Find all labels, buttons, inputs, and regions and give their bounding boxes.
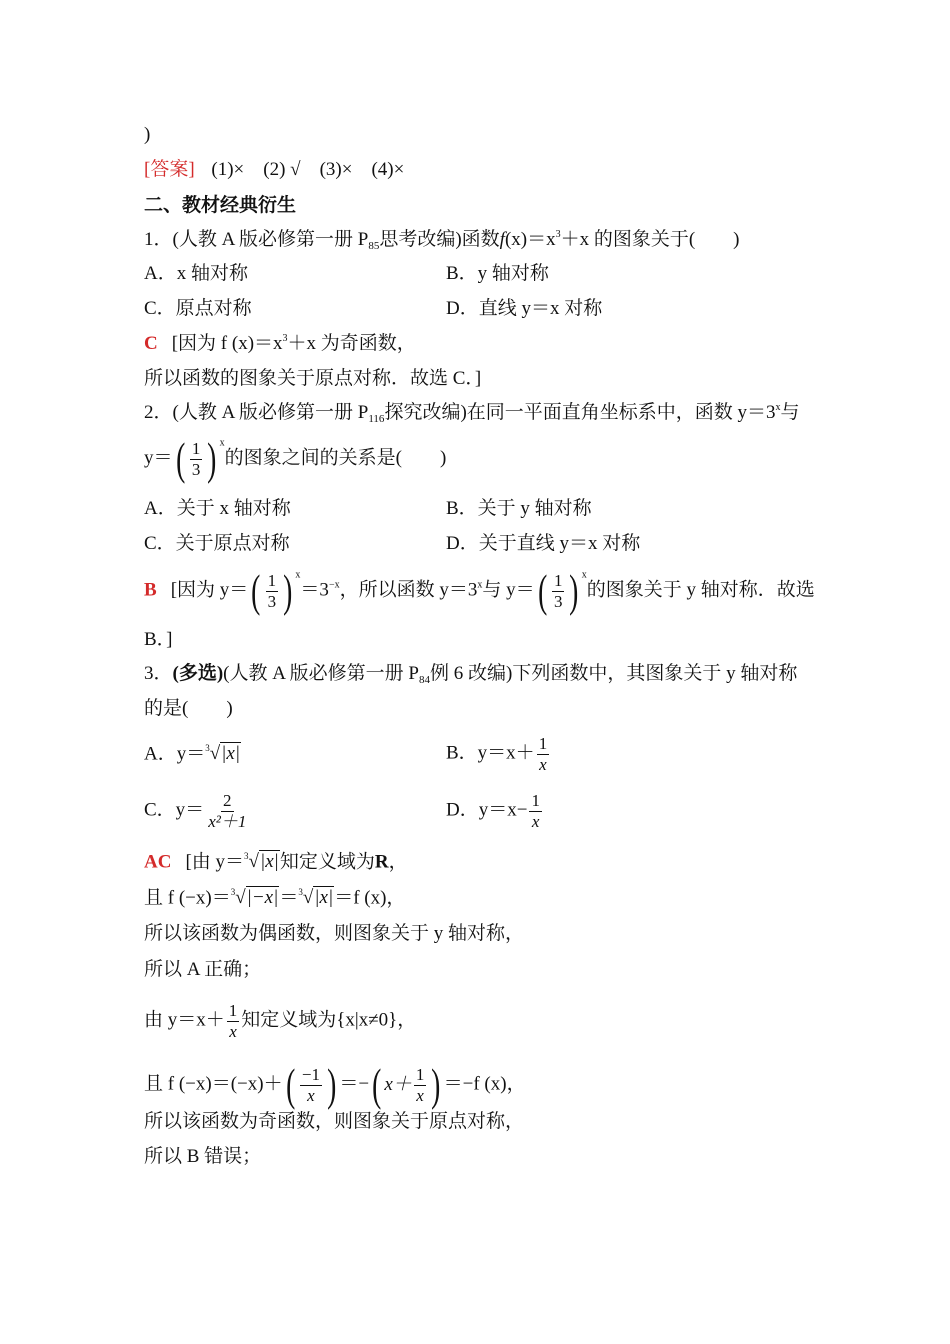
q1-option-d: D．直线 y＝x 对称 <box>446 298 603 319</box>
q3-solution-6: 且 f (−x)＝(−x)＋ ( $\frac{-1}{x}$ ) ＝− ( x＋ $\frac{1}{x}$ ) ＝−f (x)， <box>144 1059 526 1110</box>
answer-line <box>144 158 404 182</box>
q1-stem: 1．(人教 A 版必修第一册 $P_{85}$思考改编)函数$f(x)=x^3+x$ 的图象关于( ) <box>144 229 740 252</box>
leading-paren: ) <box>144 124 151 145</box>
answer-tag: [答案] <box>144 159 195 180</box>
q1-option-c: C．原点对称 <box>144 298 252 319</box>
q1-solution: C [因为 f $(x)=x^3+x$ 为奇函数， <box>144 333 416 354</box>
q3-solution-2: 且 f (−x)＝$^3$√|−x|＝$^3$√|x|＝f (x)， <box>144 887 406 909</box>
q1-option-a: A．x 轴对称 <box>144 263 248 284</box>
q3-option-b: B．y＝x＋ $\frac{1}{x}$ <box>446 734 548 774</box>
q3-answer: AC <box>144 851 172 873</box>
q1-option-b: B．y 轴对称 <box>446 263 549 284</box>
q3-solution-3: 所以该函数为偶函数，则图象关于 y 轴对称， <box>144 923 525 944</box>
q2-option-d: D．关于直线 y＝x 对称 <box>446 533 641 554</box>
q3-option-c: C．y＝ $\frac{2}{\text{x²＋1}}$ <box>144 791 247 831</box>
section-title: 二、教材经典衍生 <box>144 195 297 216</box>
q2-solution: B [因为 y＝ ( $\frac{1}{3}$ ) $^x=3^{-x}$，所以函数 $y=3^x$与 y＝ ( $\frac{1}{3}$ ) $^x$的图象关于 y 轴对称．故选 <box>144 565 815 616</box>
q3-stem-2: 的是( ) <box>144 698 233 719</box>
q1-answer: C <box>144 333 158 354</box>
q3-solution-5: 由 y＝x＋ $\frac{1}{x}$ 知定义域为{x|x≠0}， <box>144 1001 417 1041</box>
q2-stem: 2．(人教 A 版必修第一册 $P_{116}$探究改编)在同一平面直角坐标系中，函数 $y=3^x$与 <box>144 402 800 425</box>
q2-answer: B <box>144 579 157 601</box>
q3-solution-1: AC [由 y＝$^3$√|x|知定义域为R， <box>144 851 408 873</box>
q2-option-b: B．关于 y 轴对称 <box>446 498 592 519</box>
q2-stem-2: y＝ ( $\frac{1}{3}$ ) $^x$的图象之间的关系是( ) <box>144 433 447 484</box>
q1-solution-2: 所以函数的图象关于原点对称．故选 C．] <box>144 368 482 389</box>
q3-option-a: A．y＝$^3$√|x| <box>144 743 241 765</box>
q3-stem: 3．(多选)(人教 A 版必修第一册 $P_{84}$例 6 改编)下列函数中，其图象关于 y 轴对称 <box>144 663 798 686</box>
q3-solution-7: 所以该函数为奇函数，则图象关于原点对称， <box>144 1111 525 1132</box>
q3-solution-4: 所以 A 正确； <box>144 959 262 980</box>
q3-option-d: D．y＝x− $\frac{1}{x}$ <box>446 791 540 831</box>
answer-text: (1)× (2) √ (3)× (4)× <box>211 159 405 180</box>
q3-solution-8: 所以 B 错误； <box>144 1146 262 1167</box>
q2-solution-2: B．] <box>144 629 173 650</box>
q2-option-a: A．关于 x 轴对称 <box>144 498 291 519</box>
q2-option-c: C．关于原点对称 <box>144 533 290 554</box>
